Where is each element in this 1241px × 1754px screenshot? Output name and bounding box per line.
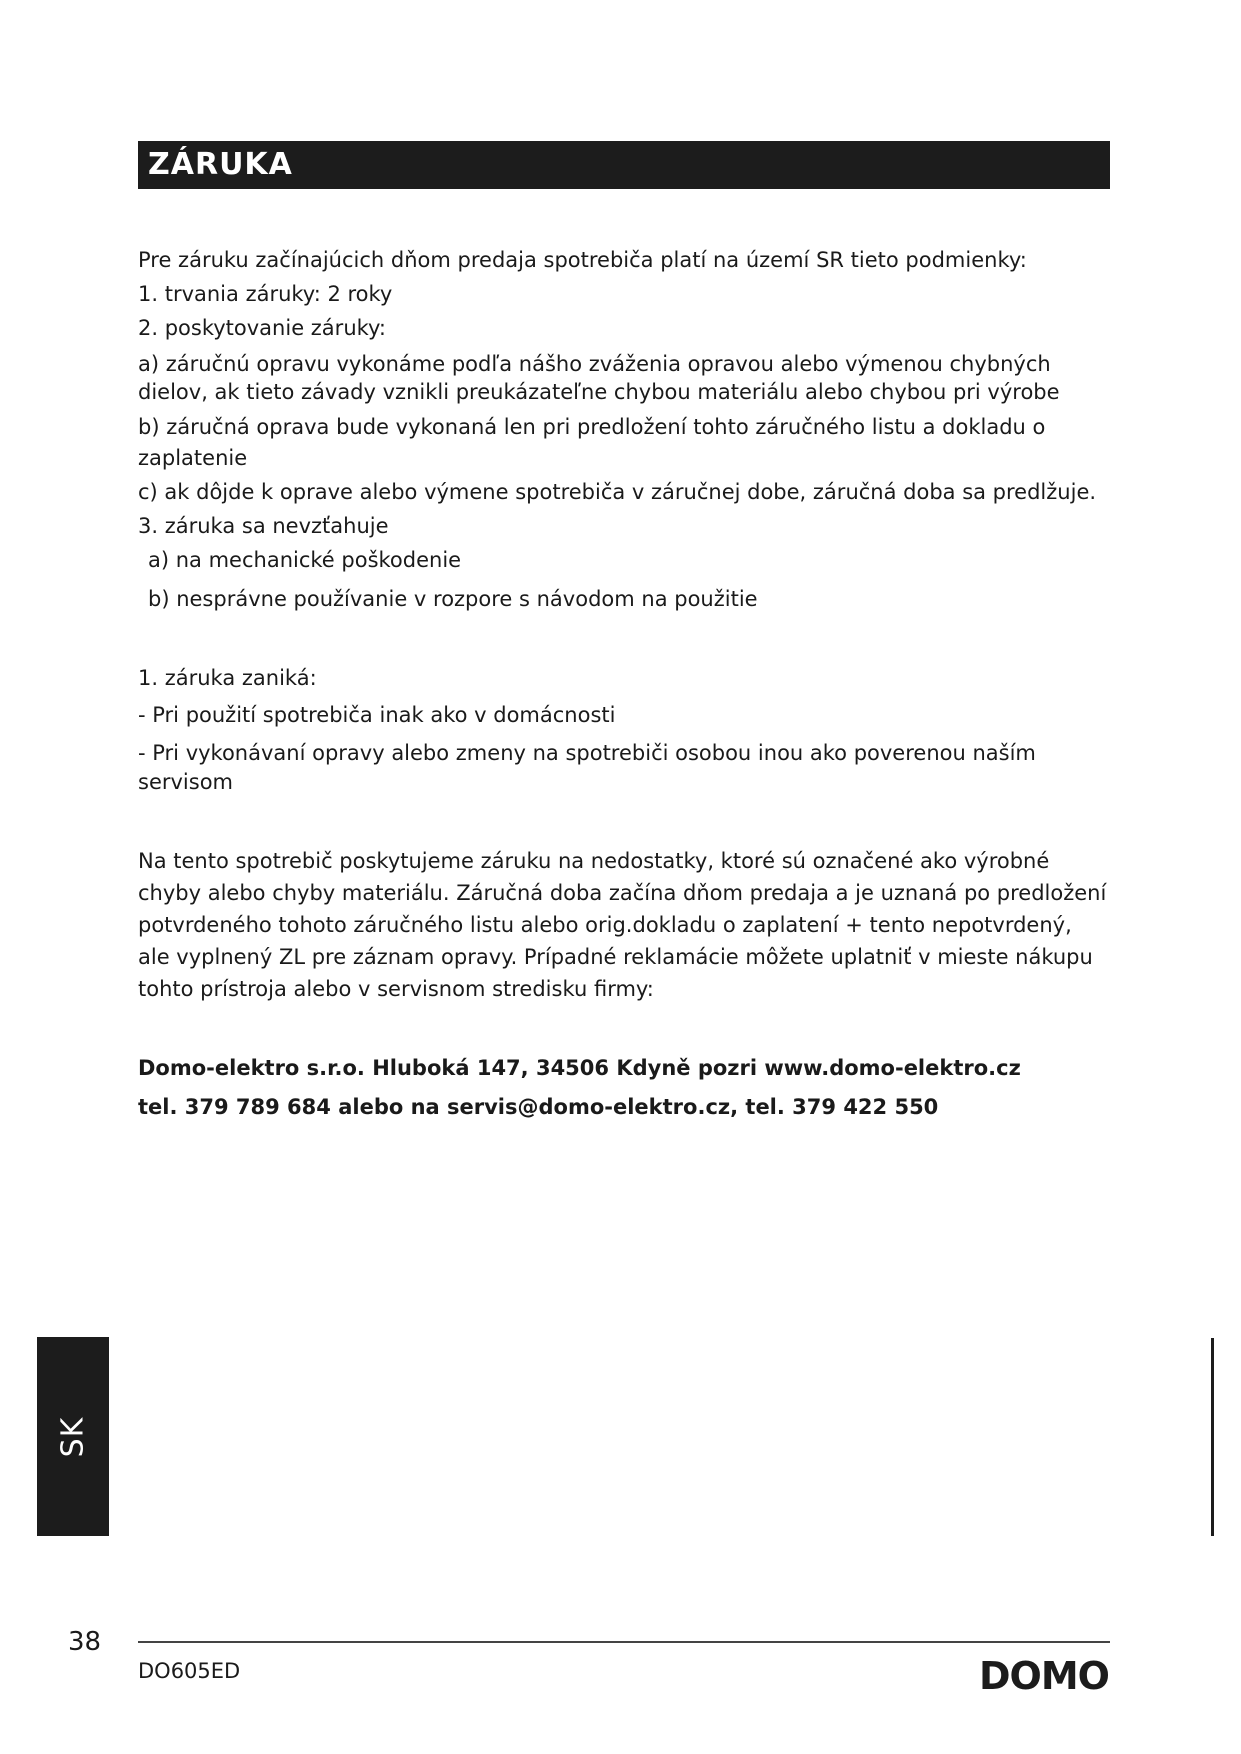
termination-item-2: - Pri vykonávaní opravy alebo zmeny na spotrebiči osobou inou ako poverenou naším servisom [138,741,1036,794]
exclusions-title: 3. záruka sa nevzťahuje [138,514,389,538]
contact-address: Domo-elektro s.r.o. Hluboká 147, 34506 Kdyně pozri www.domo-elektro.cz [138,1056,1021,1080]
termination-item-1: - Pri použití spotrebiča inak ako v domácnosti [138,703,616,727]
page-number: 38 [68,1627,102,1657]
exclusion-a: a) na mechanické poškodenie [148,548,462,572]
warranty-provision: 2. poskytovanie záruky: [138,316,387,340]
language-label: SK [55,1416,91,1457]
exclusion-b: b) nesprávne používanie v rozpore s návodom na použitie [148,587,758,611]
warranty-paragraph: Na tento spotrebič poskytujeme záruku na nedostatky, ktoré sú označené ako výrobné chyby alebo chyby materiálu. Záručná doba začína dňom predaja a je uznaná po predložení potvrdeného tohoto záručného listu alebo orig.dokladu o zaplatení + tento nepotvrdený, ale vyplnený ZL pre záznam opravy. Prípadné reklamácie môžete uplatniť v mieste nákupu tohto prístroja alebo v servisnom stredisku firmy: [138,849,1107,1001]
warranty-content [138,245,1110,1123]
intro-text: Pre záruku začínajúcich dňom predaja spotrebiča platí na území SR tieto podmienky: [138,248,1027,272]
footer-divider [138,1641,1110,1643]
provision-b: b) záručná oprava bude vykonaná len pri predložení tohto záručného listu a dokladu o zaplatenie [138,415,1046,470]
section-header-bar [138,141,1110,189]
model-number: DO605ED [138,1659,241,1683]
termination-title: 1. záruka zaniká: [138,666,317,690]
contact-phone-email: tel. 379 789 684 alebo na servis@domo-elektro.cz, tel. 379 422 550 [138,1095,939,1119]
warranty-duration: 1. trvania záruky: 2 roky [138,282,393,306]
provision-a: a) záručnú opravu vykonáme podľa nášho zváženia opravou alebo výmenou chybných dielov, ak tieto závady vznikli preukázateľne chybou materiálu alebo chybou pri výrobe [138,352,1060,404]
provision-c: c) ak dôjde k oprave alebo výmene spotrebiča v záručnej dobe, záručná doba sa predlžuje. [138,480,1097,504]
brand-logo-text: DOMO [979,1654,1109,1697]
section-title: ZÁRUKA [148,147,293,182]
brand-logo [978,1653,1110,1697]
language-tab [37,1337,109,1536]
right-edge-rule [1211,1338,1214,1536]
